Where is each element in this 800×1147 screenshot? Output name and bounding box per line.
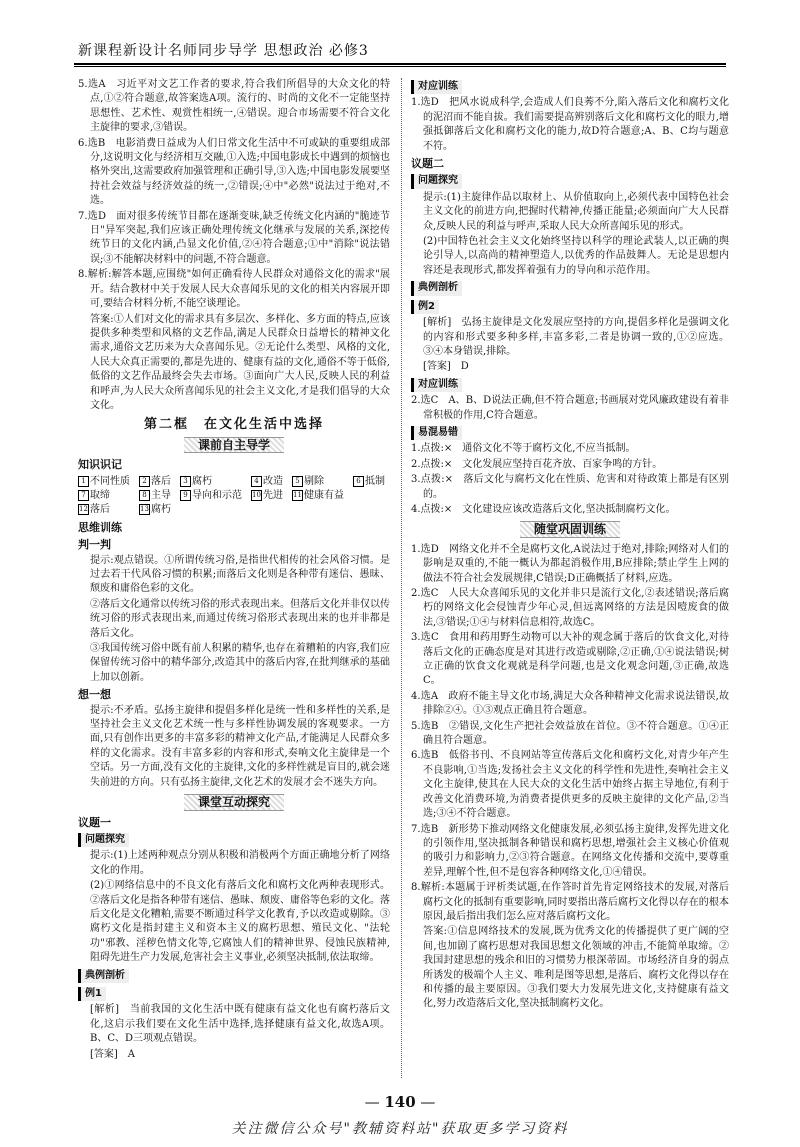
answer-item: 7.选D 面对很多传统节目都在逐渐变味,缺乏传统文化内涵的"脆迹节日"异军突起,我们应该正确处理传统文化继承与发展的关系,深挖传统节日的文化内涵,凸显文化价值,②④符合题意;①中"消除"说法错误;③不能解决材料中的问题,不符合题意。 [78,210,390,265]
example-text: [解析] 弘扬主旋律是文化发展应坚持的方向,提倡多样化是强调文化的内容和形式要多种多样,丰富多彩,二者是协调一致的,①②应选。③④本身错误,排除。 [423,317,729,357]
knowledge-term: 取缔 [90,489,110,501]
knowledge-cell [353,489,390,503]
answer-item: 6.选B 电影消费日益成为人们日常文化生活中不可或缺的重要组成部分,这说明文化与经济相互交融,①入选;中国电影成长中遇到的烦恼也格外突出,这需要政府加强管理和正确引导,③入选;中国电影发展要坚持社会效益与经济效益的统一,②错误;④中"必然"说法过于绝对,不选。 [78,137,390,207]
number-box: 10 [252,490,261,499]
knowledge-cell [78,475,135,489]
band-heading [411,521,729,538]
knowledge-cell [251,489,288,503]
column-divider [401,78,402,1078]
knowledge-term: 先进 [263,489,283,501]
knowledge-term: 不同性质 [90,475,130,487]
tag-label: 对应训练 [411,378,462,392]
tag-label: 典例剖析 [411,281,462,295]
knowledge-cell [292,489,349,503]
knowledge-cell [78,489,135,503]
knowledge-term: 腐朽 [192,475,212,487]
knowledge-term: 剔除 [304,475,324,487]
tag-label: 对应训练 [411,80,462,94]
number-box: 7 [78,490,89,501]
knowledge-term: 抵制 [365,475,385,487]
knowledge-cell [139,475,176,489]
knowledge-cell [251,475,288,489]
drill-item: 8.解析:本题属于评析类试题,在作答时首先肯定网络技术的发展,对落后腐朽文化的抵制有重要影响,同时要指出落后腐朽文化得以存在的根本原因,最后指出我们怎么应对落后腐朽文化。 [411,882,729,922]
explore-text: (2)①网络信息中的不良文化有落后文化和腐朽文化两种表现形式。②落后文化是指各种带有迷信、愚昧、颓废、庸俗等色彩的文化。落后文化是文化糟粕,需要不断通过科学文化教育,予以改造或剔除。③腐朽文化是指封建主义和资本主义的腐朽思想、殖民文化、"法轮功"邪教、淫秽色情文化等,它腐蚀人们的精神世界、侵蚀民族精神,阻碍先进生产力发展,危害社会主义事业,必须坚决抵制,依法取缔。 [90,880,390,964]
judge-text: ③我国传统习俗中既有前人积累的精华,也存在着糟粕的内容,我们应保留传统习俗中的精华部分,改造其中的落后内容,在批判继承的基础上加以创新。 [90,643,390,683]
band-label: 课前自主导学 [184,437,284,453]
example-text: [解析] 当前我国的文化生活中既有健康有益文化也有腐朽落后文化,这启示我们要在文化生活中选择,选择健康有益文化,故选A项。B、C、D三项观点错误。 [90,1004,390,1045]
tag-label: 易混易错 [411,426,462,440]
section-title: 第二框 在文化生活中选择 [143,417,324,433]
right-column [411,78,729,1013]
example-answer: [答案] A [90,1048,136,1060]
subheading: 议题一 [78,815,111,829]
subheading: 思维训练 [78,520,122,534]
band-heading [78,794,390,811]
number-box: 9 [180,490,191,501]
think-text: 提示:不矛盾。弘扬主旋律和提倡多样化是统一性和多样性的关系,是坚持社会主义文化艺术统一性与多样性协调发展的客观要求。一方面,只有创作出更多的丰富多彩的精神文化产品,才能满足人民群众多样的文化需求。没有丰富多彩的内容和形式,奏响文化主旋律是一个空话。另一方面,没有文化的主旋律,文化的多样性就是盲目的,就会迷失前进的方向。只有弘扬主旋律,文化艺术的发展才会不迷失方向。 [90,704,390,788]
number-box: 2 [139,476,150,487]
example-answer: [答案] D [423,361,469,373]
band-label: 随堂巩固训练 [520,521,620,537]
number-box: 4 [251,476,262,487]
easy-item: 3.点拨:× 落后文化与腐朽文化在性质、危害和对待政策上都是有区别的。 [411,474,729,500]
knowledge-term: 落后 [151,475,171,487]
subheading: 知识识记 [78,458,122,472]
number-box: 5 [292,476,303,487]
knowledge-term: 改造 [263,475,283,487]
knowledge-term: 导向和示范 [192,489,242,501]
tag-label: 问题探究 [411,174,462,188]
answer-item: 8.解析:解答本题,应围绕"如何正确看待人民群众对通俗文化的需求"展开。结合教材中关于发展人民大众喜闻乐见的文化的相关内容展开即可,要结合材料分析,不能空谈理论。 [78,269,390,310]
drill-item: 2.选C 人民大众喜闻乐见的文化并非只是流行文化,②表述错误;落后腐朽的网络文化会侵蚀青少年心灵,但远离网络的方法是因噎废食的做法,③错误;①④与材料信息相符,故选C。 [411,588,729,628]
knowledge-term: 落后 [90,504,110,516]
explore-text: 提示:(1)主旋律作品以取材上、从价值取向上,必须代表中国特色社会主义文化的前进方向,把握时代精神,传播正能量;必须面向广大人民群众,反映人民的利益与呼声,采取人民大众所喜闻乐见的形式。 [423,191,729,232]
knowledge-grid [78,475,390,518]
drill-item: 3.选C 食用和药用野生动物可以大补的观念属于落后的饮食文化,对待落后文化的正确态度是对其进行改造或剔除,②正确,①④说法错误;树立正确的饮食文化观就是科学问题,也是文化观念问题,③正确,故选C。 [411,632,729,687]
tag-label: 问题探究 [78,833,129,847]
number-box: 3 [180,476,191,487]
number-box: 12 [79,505,88,514]
knowledge-cell [139,489,176,503]
drill-item: 6.选B 低俗书刊、不良网站等宣传落后文化和腐朽文化,对青少年产生不良影响,①当选;发扬社会主义文化的科学性和先进性,奏响社会主义文化主旋律,使其在人民大众的文化生活中始终占据主导地位,有利于改善文化消费环境,为消费者提供更多的反映主旋律的文化产品,②当选;③④不符合题意。 [411,750,729,820]
subheading: 判一判 [78,538,111,552]
knowledge-cell [292,475,349,489]
header-rule-thin [74,66,726,67]
number-box: 1 [78,476,89,487]
knowledge-cell [139,503,176,517]
band-heading [78,437,390,454]
number-box: 6 [353,476,364,487]
subheading: 议题二 [411,157,444,171]
number-box: 11 [293,490,302,499]
number-box: 8 [139,490,150,501]
answer-text: 答案:①信息网络技术的发展,既为优秀文化的传播提供了更广阔的空间,也加剧了腐朽思想对我国思想文化领域的冲击,不能简单取缔。②我国封建思想的残余和旧的习惯势力根深蒂固。市场经济自身的弱点所诱发的极端个人主义、唯利是图等思想,是落后、腐朽文化得以存在和传播的最主要原因。③我们要大力发展先进文化,支持健康有益文化,努力改造落后文化,坚决抵制腐朽文化。 [423,926,729,1010]
drill-item: 7.选B 新形势下推动网络文化健康发展,必须弘扬主旋律,发挥先进文化的引领作用,坚决抵制各种错误和腐朽思想,增强社会主义核心价值观的吸引力和影响力,②③符合题意。在网络文化传播和交流中,要尊重差异,理解个性,但不是包容各种网络文化,①④错误。 [411,823,729,878]
judge-text: 提示:观点错误。①所谓传统习俗,是指世代相传的社会风俗习惯。是过去若干代风俗习惯的积累;而落后文化则是各种带有迷信、愚昧、颓废和庸俗色彩的文化。 [90,554,390,595]
subheading: 想一想 [78,688,111,702]
tag-label: 典例剖析 [78,969,129,983]
drill-item: 4.选A 政府不能主导文化市场,满足大众各种精神文化需求说法错误,故排除②④。①③观点正确且符合题意。 [411,690,729,717]
explore-text: (2)中国特色社会主义文化始终坚持以科学的理论武装人,以正确的舆论引导人,以高尚的精神塑造人,以优秀的作品鼓舞人。无论是思想内容还是表现形式,都发挥着强有力的导向和示范作用。 [423,236,729,276]
explore-text: 提示:(1)上述两种观点分别从积极和消极两个方面正确地分析了网络文化的作用。 [90,850,390,876]
train-text: 2.选C A、B、D说法正确,但不符合题意;书画展对党风廉政建设有着非常积极的作用,C符合题意。 [411,395,729,421]
header-rule [74,63,726,65]
drill-item: 5.选B ②错误,文化生产把社会效益放在首位。③不符合题意。①④正确且符合题意。 [411,720,729,747]
easy-item: 1.点拨:× 通俗文化不等于腐朽文化,不应当抵制。 [411,443,636,455]
train-text: 1.选D 把风水说成科学,会造成人们良莠不分,陷入落后文化和腐朽文化的泥沼而不能自拔。我们需要提高辨别落后文化和腐朽文化的眼力,增强抵御落后文化和腐朽文化的能力,故D符合题意;A、B、C均与题意不符。 [411,97,729,152]
knowledge-term: 腐朽 [151,504,171,516]
knowledge-term: 主导 [151,489,171,501]
band-label: 课堂互动探究 [184,794,284,810]
drill-item: 1.选D 网络文化并不全是腐朽文化,A说法过于绝对,排除;网络对人们的影响是双重的,不能一概认为都起消极作用,B应排除;禁止学生上网的做法不符合社会发展规律,C错误;D正确概括了材料,应选。 [411,543,729,584]
left-column [78,78,390,1063]
tag-label: 例2 [411,300,439,314]
knowledge-term: 健康有益 [304,489,344,501]
easy-item: 4.点拨:× 文化建设应该改造落后文化,坚决抵制腐朽文化。 [411,503,676,515]
answer-text: 答案:①人们对文化的需求具有多层次、多样化、多方面的特点,应该提供多种类型和风格的文艺作品,满足人民群众日益增长的精神文化需求,通俗文艺历来为大众喜闻乐见。②无论什么类型、风格的文化,人民大众真正需要的,都是先进的、健康有益的文化,通俗不等于低俗,低俗的文艺作品最终会失去市场。③面向广大人民,反映人民的利益和呼声,为人民大众所喜闻乐见的社会主义文化,才是我们倡导的大众文化。 [90,313,390,411]
knowledge-cell [353,475,390,489]
knowledge-cell [180,489,247,503]
knowledge-cell [78,503,135,517]
judge-text: ②落后文化通常以传统习俗的形式表现出来。但落后文化并非仅以传统习俗的形式表现出来,而通过传统习俗形式表现出来的也并非都是落后文化。 [90,598,390,639]
tag-label: 例1 [78,987,106,1001]
easy-item: 2.点拨:× 文化发展应坚持百花齐放、百家争鸣的方针。 [411,458,663,470]
number-box: 13 [140,505,149,514]
knowledge-cell [180,475,247,489]
running-header: 新课程新设计名师同步导学 思想政治 必修3 [78,43,369,59]
page-number: — 140 — [0,1093,800,1111]
answer-item: 5.选A 习近平对文艺工作者的要求,符合我们所倡导的大众文化的特点,①②符合题意,故答案选A项。流行的、时尚的文化不一定能坚持思想性、艺术性、观赏性相统一,④错误。迎合市场需要不符合文化主旋律的要求,③错误。 [78,79,390,134]
footer-note: 关注微信公众号"教辅资料站"获取更多学习资料 [231,1121,569,1137]
